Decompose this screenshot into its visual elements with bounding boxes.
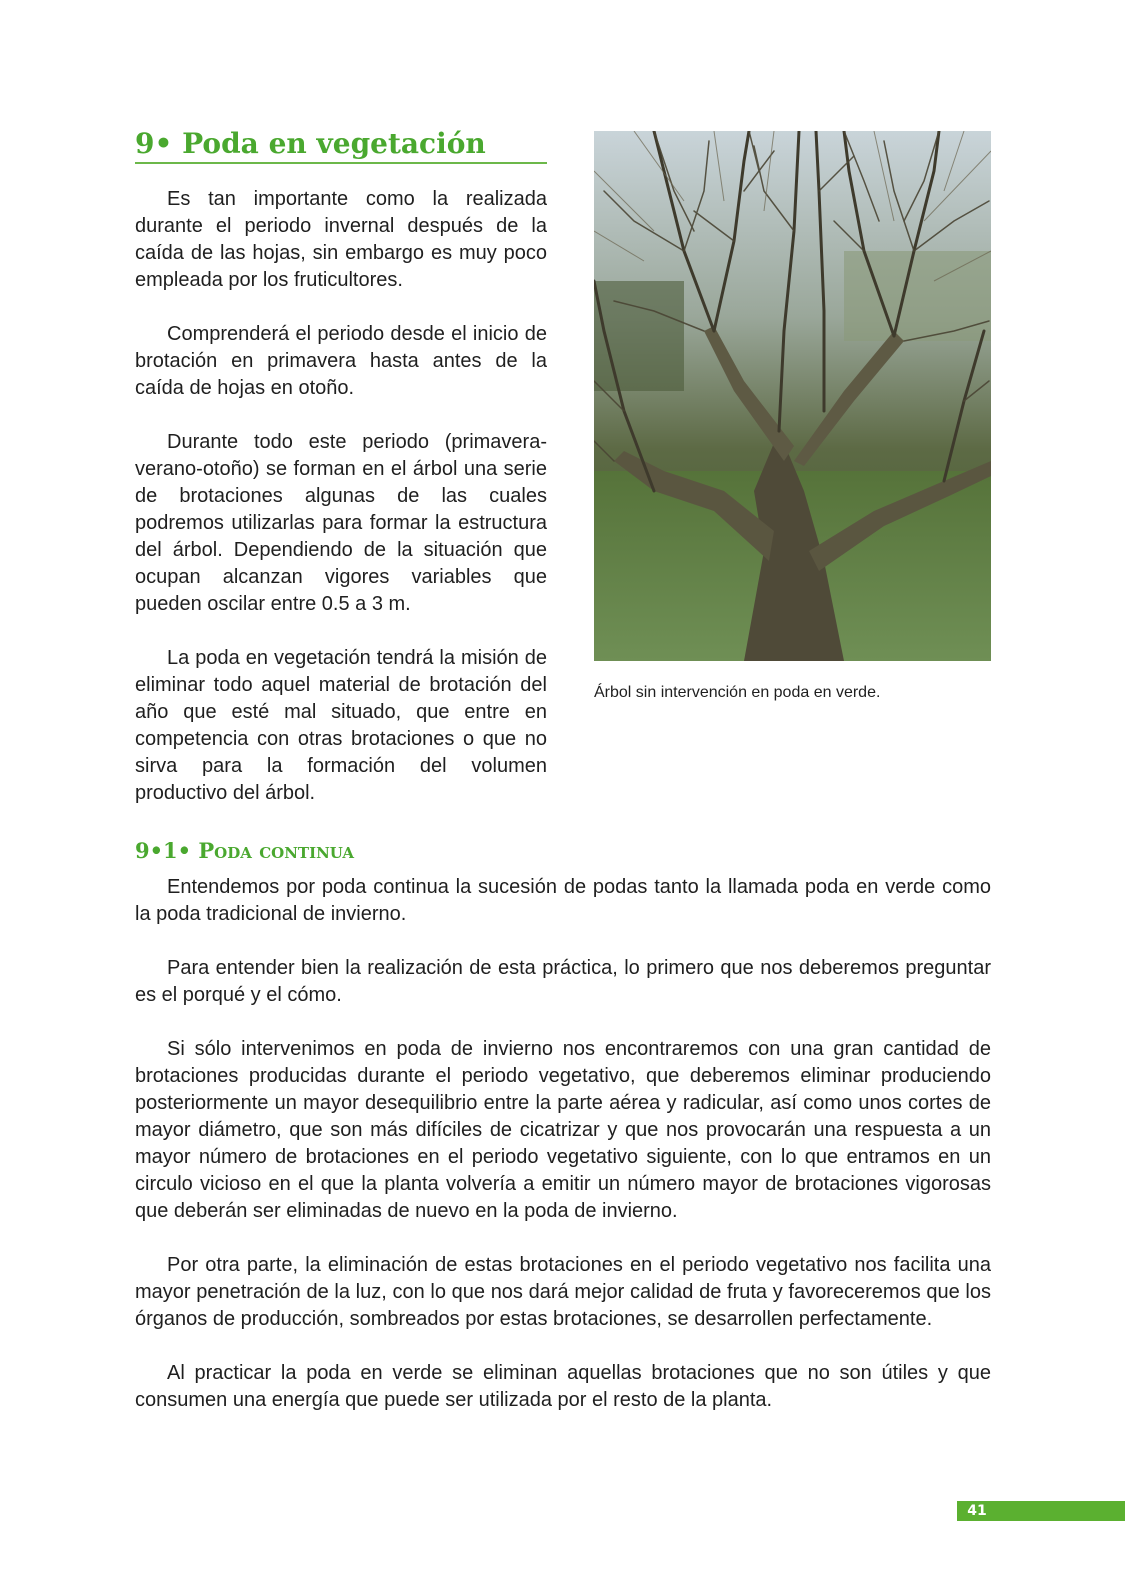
paragraph: Es tan importante como la realizada durante el periodo invernal después de la caída de las hojas, sin embargo es muy poco empleada por los fruticultores. [135, 188, 547, 291]
tree-photo [594, 131, 991, 661]
tree-photo-illustration [594, 131, 991, 661]
paragraph: La poda en vegetación tendrá la misión de eliminar todo aquel material de brotación del año que esté mal situado, que entre en competencia con otras brotaciones o que no sirva para la formación del volumen productivo del árbol. [135, 647, 547, 804]
figure-caption: Árbol sin intervención en poda en verde. [594, 684, 881, 701]
paragraph: Para entender bien la realización de esta práctica, lo primero que nos deberemos preguntar es el porqué y el cómo. [135, 957, 991, 1006]
page-number: 41 [967, 1503, 987, 1519]
paragraph: Entendemos por poda continua la sucesión de podas tanto la llamada poda en verde como la poda tradicional de invierno. [135, 876, 991, 925]
subsection-body [135, 874, 991, 1441]
section-title: 9• Poda en vegetación [135, 128, 547, 164]
paragraph: Durante todo este periodo (primavera-verano-otoño) se forman en el árbol una serie de brotaciones algunas de las cuales podremos utilizarlas para formar la estructura del árbol. Dependiendo de la situación que ocupan alcanzan vigores variables que pueden oscilar entre 0.5 a 3 m. [135, 431, 547, 615]
subsection-title: 9•1• Poda continua [135, 838, 355, 863]
page-number-bar [957, 1501, 1125, 1521]
paragraph: Al practicar la poda en verde se eliminan aquellas brotaciones que no son útiles y que consumen una energía que puede ser utilizada por el resto de la planta. [135, 1362, 991, 1411]
paragraph: Comprenderá el periodo desde el inicio de brotación en primavera hasta antes de la caída de hojas en otoño. [135, 323, 547, 399]
section-body [135, 186, 547, 834]
paragraph: Por otra parte, la eliminación de estas brotaciones en el periodo vegetativo nos facilita una mayor penetración de la luz, con lo que nos dará mejor calidad de fruta y favoreceremos que los órganos de producción, sombreados por estas brotaciones, se desarrollen perfectamente. [135, 1254, 991, 1330]
paragraph: Si sólo intervenimos en poda de invierno nos encontraremos con una gran cantidad de brotaciones producidas durante el periodo vegetativo, que deberemos eliminar produciendo posteriormente un mayor desequilibrio entre la parte aérea y radicular, así como unos cortes de mayor diámetro, que son más difíciles de cicatrizar y que nos provocarán una respuesta a un mayor número de brotaciones en el periodo vegetativo siguiente, con lo que entramos en un circulo vicioso en el que la planta volvería a emitir un número mayor de brotaciones vigorosas que deberán ser eliminadas de nuevo en la poda de invierno. [135, 1038, 991, 1222]
